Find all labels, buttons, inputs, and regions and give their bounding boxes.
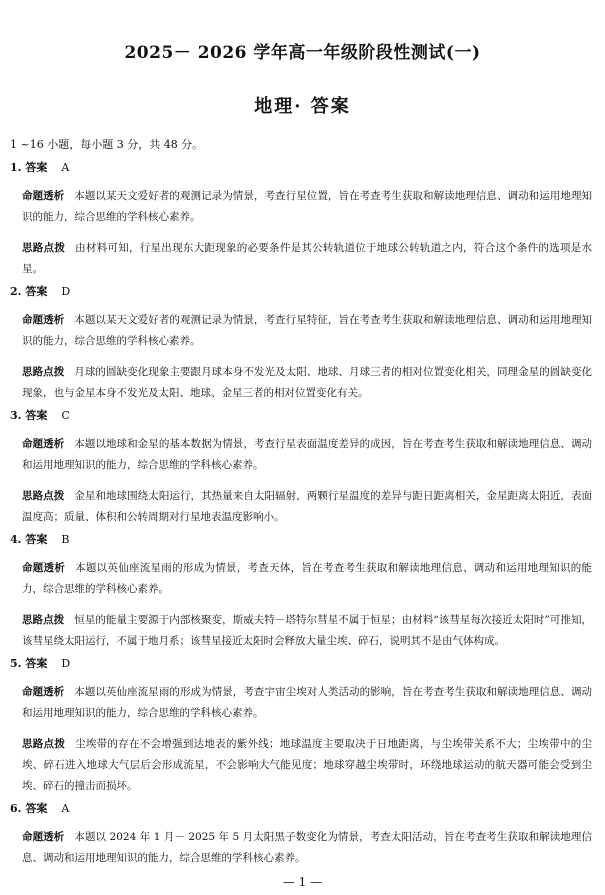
analysis-text: 本题以某天文爱好者的观测记录为情景，考查行星位置，旨在考查考生获取和解读地理信息、调动和运用地理知识的能力，综合思维的学科核心素养。	[22, 189, 593, 223]
hint-text: 尘埃带的存在不会增强到达地表的紫外线；地球温度主要取决于日地距离，与尘埃带关系不大；尘埃带中的尘埃、碎石进入地球大气层后会形成流星，不会影响大气能见度；地球穿越尘埃带时，环绕地球运动的航天器可能会受到尘埃、碎石的撞击而损坏。	[22, 738, 593, 792]
hint-text: 恒星的能量主要源于内部核聚变，斯威夫特－塔特尔彗星不属于恒星；由材料“该彗星每次接近太阳时”可推知，该彗星绕太阳运行，不属于地月系；该彗星接近太阳时会释放大量尘埃、碎石，说明其不是由气体构成。	[22, 614, 593, 647]
page-number: — 1 —	[282, 875, 323, 889]
question-header	[10, 284, 592, 299]
hint-text: 月球的圆缺变化现象主要跟月球本身不发光及太阳、地球、月球三者的相对位置变化相关，同理金星的圆缺变化现象，也与金星本身不发光及太阳、地球、金星三者的相对位置变化有关。	[22, 366, 593, 399]
analysis-paragraph	[22, 310, 592, 352]
hint-paragraph	[22, 734, 592, 797]
analysis-label: 命题透析	[22, 189, 65, 202]
answer-letter: B	[61, 533, 70, 546]
hint-label: 思路点拨	[22, 490, 65, 502]
question-5	[10, 656, 592, 797]
hint-label: 思路点拨	[22, 366, 65, 378]
hint-paragraph	[22, 238, 592, 280]
question-4	[10, 532, 592, 652]
hint-paragraph	[22, 362, 592, 404]
question-number: 6. 答案	[10, 802, 48, 815]
question-6	[10, 801, 592, 869]
question-header	[10, 408, 592, 423]
question-number: 3. 答案	[10, 409, 48, 422]
hint-label: 思路点拨	[22, 614, 65, 626]
question-3	[10, 408, 592, 528]
analysis-text: 本题以某天文爱好者的观测记录为情景，考查行星特征，旨在考查考生获取和解读地理信息、调动和运用地理知识的能力，综合思维的学科核心素养。	[22, 313, 593, 347]
hint-paragraph	[22, 486, 592, 528]
answer-letter: D	[61, 657, 71, 670]
answer-letter: D	[61, 285, 71, 298]
analysis-label: 命题透析	[22, 437, 65, 450]
analysis-text: 本题以英仙座流星雨的形成为情景，考查天体，旨在考查考生获取和解读地理信息、调动和运用地理知识的能力，综合思维的学科核心素养。	[22, 561, 593, 595]
hint-label: 思路点拨	[22, 738, 66, 750]
answer-list	[10, 160, 592, 869]
analysis-paragraph	[22, 434, 592, 476]
analysis-paragraph	[22, 827, 592, 869]
question-number: 5. 答案	[10, 657, 48, 670]
analysis-paragraph	[22, 682, 592, 724]
question-number: 1. 答案	[10, 161, 48, 174]
analysis-label: 命题透析	[22, 830, 65, 843]
question-1	[10, 160, 592, 280]
question-number: 4. 答案	[10, 533, 48, 546]
answer-letter: A	[61, 161, 70, 174]
analysis-text: 本题以地球和金星的基本数据为情景，考查行星表面温度差异的成因，旨在考查考生获取和解读地理信息、调动和运用地理知识的能力，综合思维的学科核心素养。	[22, 437, 593, 471]
hint-label: 思路点拨	[22, 242, 66, 254]
question-header	[10, 160, 592, 175]
analysis-text: 本题以英仙座流星雨的形成为情景，考查宇宙尘埃对人类活动的影响，旨在考查考生获取和解读地理信息、调动和运用地理知识的能力，综合思维的学科核心素养。	[22, 685, 593, 719]
document-title: 2025－ 2026 学年高一年级阶段性测试(一)	[124, 43, 481, 63]
question-2	[10, 284, 592, 404]
question-number: 2. 答案	[10, 285, 48, 298]
section-intro: 1 ~16 小题，每小题 3 分，共 48 分。	[10, 138, 204, 151]
answer-letter: C	[61, 409, 70, 422]
hint-text: 金星和地球围绕太阳运行，其热量来自太阳辐射，两颗行星温度的差异与距日距离相关，金星距离太阳近，表面温度高；质量、体积和公转周期对行星地表温度影响小。	[22, 490, 593, 523]
question-header	[10, 532, 592, 547]
question-header	[10, 801, 592, 816]
question-header	[10, 656, 592, 671]
document-subtitle: 地理· 答案	[254, 96, 351, 117]
analysis-paragraph	[22, 186, 592, 228]
hint-paragraph	[22, 610, 592, 652]
analysis-paragraph	[22, 558, 592, 600]
answer-letter: A	[61, 802, 70, 815]
analysis-label: 命题透析	[22, 561, 66, 574]
analysis-label: 命题透析	[22, 313, 65, 326]
hint-text: 由材料可知，行星出现东大距现象的必要条件是其公转轨道位于地球公转轨道之内，符合这个条件的选项是水星。	[22, 242, 593, 275]
analysis-label: 命题透析	[22, 685, 65, 698]
analysis-text: 本题以 2024 年 1 月－ 2025 年 5 月太阳黑子数变化为情景，考查太阳活动，旨在考查考生获取和解读地理信息、调动和运用地理知识的能力，综合思维的学科核心素养。	[22, 830, 592, 864]
